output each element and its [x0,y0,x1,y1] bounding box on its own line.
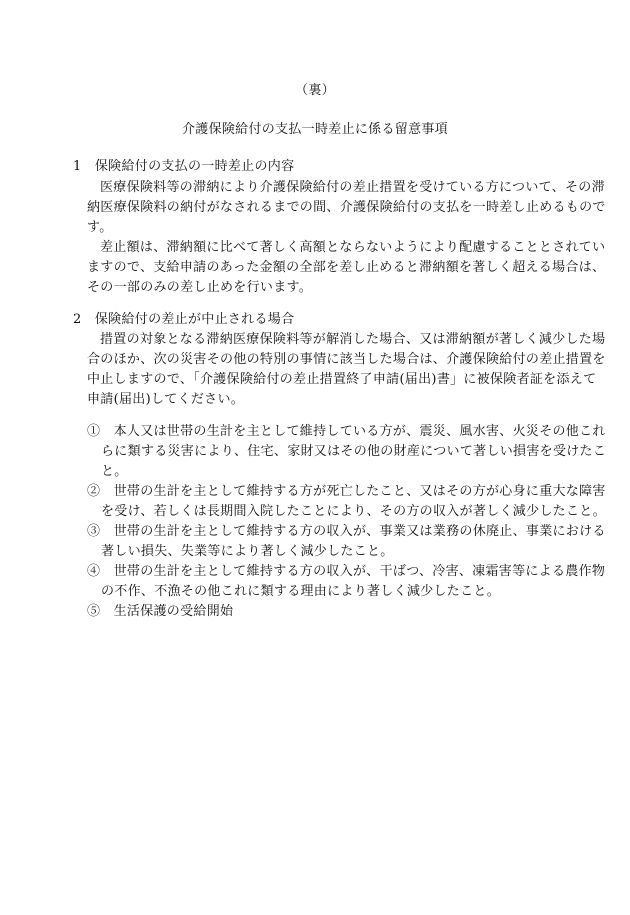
document-title: 介護保険給付の支払一時差止に係る留意事項 [181,122,448,137]
list-item-3-line: 著しい損失、失業等により著しく減少したこと。 [101,544,394,559]
list-item-5-line: ⑤ 生活保護の受給開始 [87,604,234,619]
section2-paragraph-line: 措置の対象となる滞納医療保険料等が解消した場合、又は滞納額が著しく減少した場 [100,332,606,347]
section2-paragraph-line: 申請(届出)してください。 [87,392,245,407]
section1-paragraph-line: その一部のみの差し止めを行います。 [87,280,313,295]
list-item-2-line: ② 世帯の生計を主として維持する方が死亡したこと、又はその方が心身に重大な障害 [87,484,606,499]
list-item-1-line: と。 [101,464,128,479]
list-item-3-line: ③ 世帯の生計を主として維持する方の収入が、事業又は業務の休廃止、事業における [87,524,606,539]
list-item-1-line: らに類する災害により、住宅、家財又はその他の財産について著しい損害を受けたこ [101,444,607,459]
list-item-4-line: ④ 世帯の生計を主として維持する方の収入が、干ばつ、冷害、凍霜害等による農作物 [87,564,606,579]
section2-paragraph-line: 合のほか、次の災害その他の特別の事情に該当した場合は、介護保険給付の差止措置を [87,352,606,367]
section1-paragraph-line: 医療保険料等の滞納により介護保険給付の差止措置を受けている方について、その滞 [100,180,605,195]
section1-paragraph-line: ますので、支給申請のあった金額の全部を差し止めると滞納額を著しく超える場合は、 [87,260,606,275]
list-item-2-line: を受け、若しくは長期間入院したことにより、その方の収入が著しく減少したこと。 [101,504,606,519]
section2-paragraph-line: 中止しますので、「介護保険給付の差止措置終了申請(届出)書」に被保険者証を添えて [87,372,597,387]
list-item-4-line: の不作、不漁その他これに類する理由により著しく減少したこと。 [101,584,501,599]
section1-paragraph-line: 納医療保険料の納付がなされるまでの間、介護保険給付の支払を一時差し止めるもので [87,200,606,215]
list-item-1-line: ① 本人又は世帯の生計を主として維持している方が、震災、風水害、火災その他これ [87,424,606,439]
section1-heading: 1 保険給付の支払の一時差止の内容 [73,159,295,174]
reverse-side-mark: （裏） [295,83,335,98]
section2-heading: 2 保険給付の差止が中止される場合 [73,312,295,327]
section1-paragraph-line: 差止額は、滞納額に比べて著しく高額とならないようにより配慮することとされてい [100,240,606,255]
section1-paragraph-line: す。 [87,220,113,235]
